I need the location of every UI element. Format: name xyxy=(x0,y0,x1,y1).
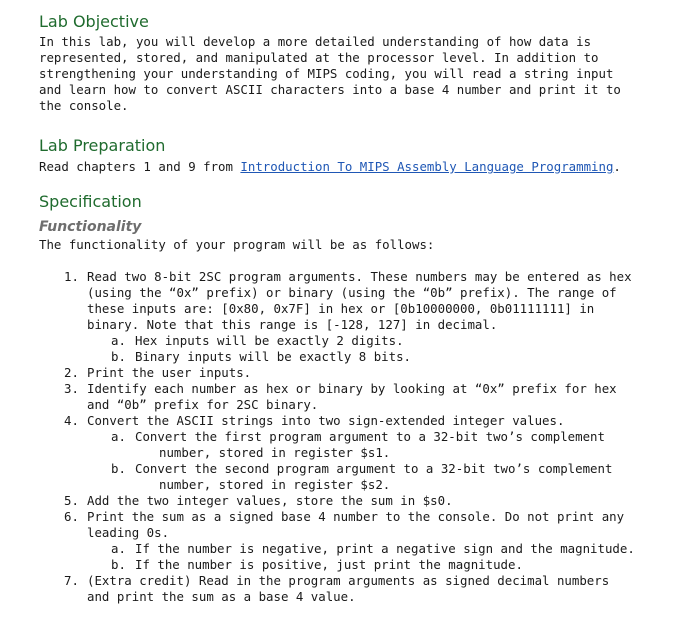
list-item-number: 5. xyxy=(64,493,79,508)
sub-list-item xyxy=(87,541,639,557)
sub-list-item xyxy=(87,429,639,461)
list-item-number: 7. xyxy=(64,573,79,588)
sub-item-number: b. xyxy=(111,349,126,364)
list-item xyxy=(39,381,639,413)
list-item-text: Add the two integer values, store the sum in $s0. xyxy=(87,493,453,508)
sub-list-item xyxy=(87,557,639,573)
list-item xyxy=(39,413,639,493)
list-item xyxy=(39,365,639,381)
sub-item-text: If the number is negative, print a negative sign and the magnitude. xyxy=(135,541,635,556)
sub-item-number: a. xyxy=(111,541,126,556)
sub-list-item xyxy=(87,333,639,349)
lab-preparation-heading: Lab Preparation xyxy=(39,136,166,155)
sub-item-number: a. xyxy=(111,429,126,444)
sub-list xyxy=(87,333,639,365)
list-item-text: Convert the ASCII strings into two sign-extended integer values. xyxy=(87,413,565,428)
sub-item-text: Convert the second program argument to a 32-bit two’s complement number, stored in register $s2. xyxy=(135,461,613,492)
sub-item-number: b. xyxy=(111,461,126,476)
sub-list-item xyxy=(87,461,639,493)
list-item-number: 1. xyxy=(64,269,79,284)
lab-objective-paragraph: In this lab, you will develop a more detailed understanding of how data is represented, stored, and manipulated at the processor level. In addition to strengthening your understanding of MIPS coding, you will read a string input and learn how to convert ASCII characters into a base 4 number and print it to the console. xyxy=(39,34,621,113)
sub-item-text: Hex inputs will be exactly 2 digits. xyxy=(135,333,404,348)
functionality-list xyxy=(39,269,639,605)
list-item-number: 6. xyxy=(64,509,79,524)
list-item xyxy=(39,509,639,573)
sub-item-number: b. xyxy=(111,557,126,572)
list-item xyxy=(39,573,639,605)
list-item-text: Print the sum as a signed base 4 number to the console. Do not print any leading 0s. xyxy=(87,509,625,540)
sub-item-number: a. xyxy=(111,333,126,348)
list-item-text: Identify each number as hex or binary by looking at “0x” prefix for hex and “0b” prefix for 2SC binary. xyxy=(87,381,617,412)
list-item-number: 4. xyxy=(64,413,79,428)
list-item-text: Read two 8-bit 2SC program arguments. These numbers may be entered as hex (using the “0x” prefix) or binary (using the “0b” prefix). The range of these inputs are: [0x80, 0x7F] in hex or [0b10000000, 0b01111111] in binary. Note that this range is [-128, 127] in decimal. xyxy=(87,269,632,332)
lab-objective-heading: Lab Objective xyxy=(39,12,149,31)
mips-book-link[interactable]: Introduction To MIPS Assembly Language Programming xyxy=(240,159,614,174)
sub-item-text: Convert the first program argument to a 32-bit two’s complement number, stored in register $s1. xyxy=(135,429,605,460)
list-item-text: Print the user inputs. xyxy=(87,365,252,380)
specification-heading: Specification xyxy=(39,192,142,211)
prep-text-after: . xyxy=(613,159,621,174)
sub-item-text: Binary inputs will be exactly 8 bits. xyxy=(135,349,412,364)
sub-list xyxy=(87,429,639,493)
lab-preparation-paragraph xyxy=(39,159,674,175)
functionality-subheading: Functionality xyxy=(39,219,142,235)
sub-item-text: If the number is positive, just print the magnitude. xyxy=(135,557,523,572)
prep-text-before: Read chapters 1 and 9 from xyxy=(39,159,241,174)
list-item xyxy=(39,269,639,365)
list-item-text: (Extra credit) Read in the program arguments as signed decimal numbers and print the sum as a base 4 value. xyxy=(87,573,610,604)
document-page xyxy=(39,10,674,605)
list-item-number: 2. xyxy=(64,365,79,380)
list-item xyxy=(39,493,639,509)
functionality-intro: The functionality of your program will be as follows: xyxy=(39,237,435,252)
sub-list-item xyxy=(87,349,639,365)
list-item-number: 3. xyxy=(64,381,79,396)
sub-list xyxy=(87,541,639,573)
